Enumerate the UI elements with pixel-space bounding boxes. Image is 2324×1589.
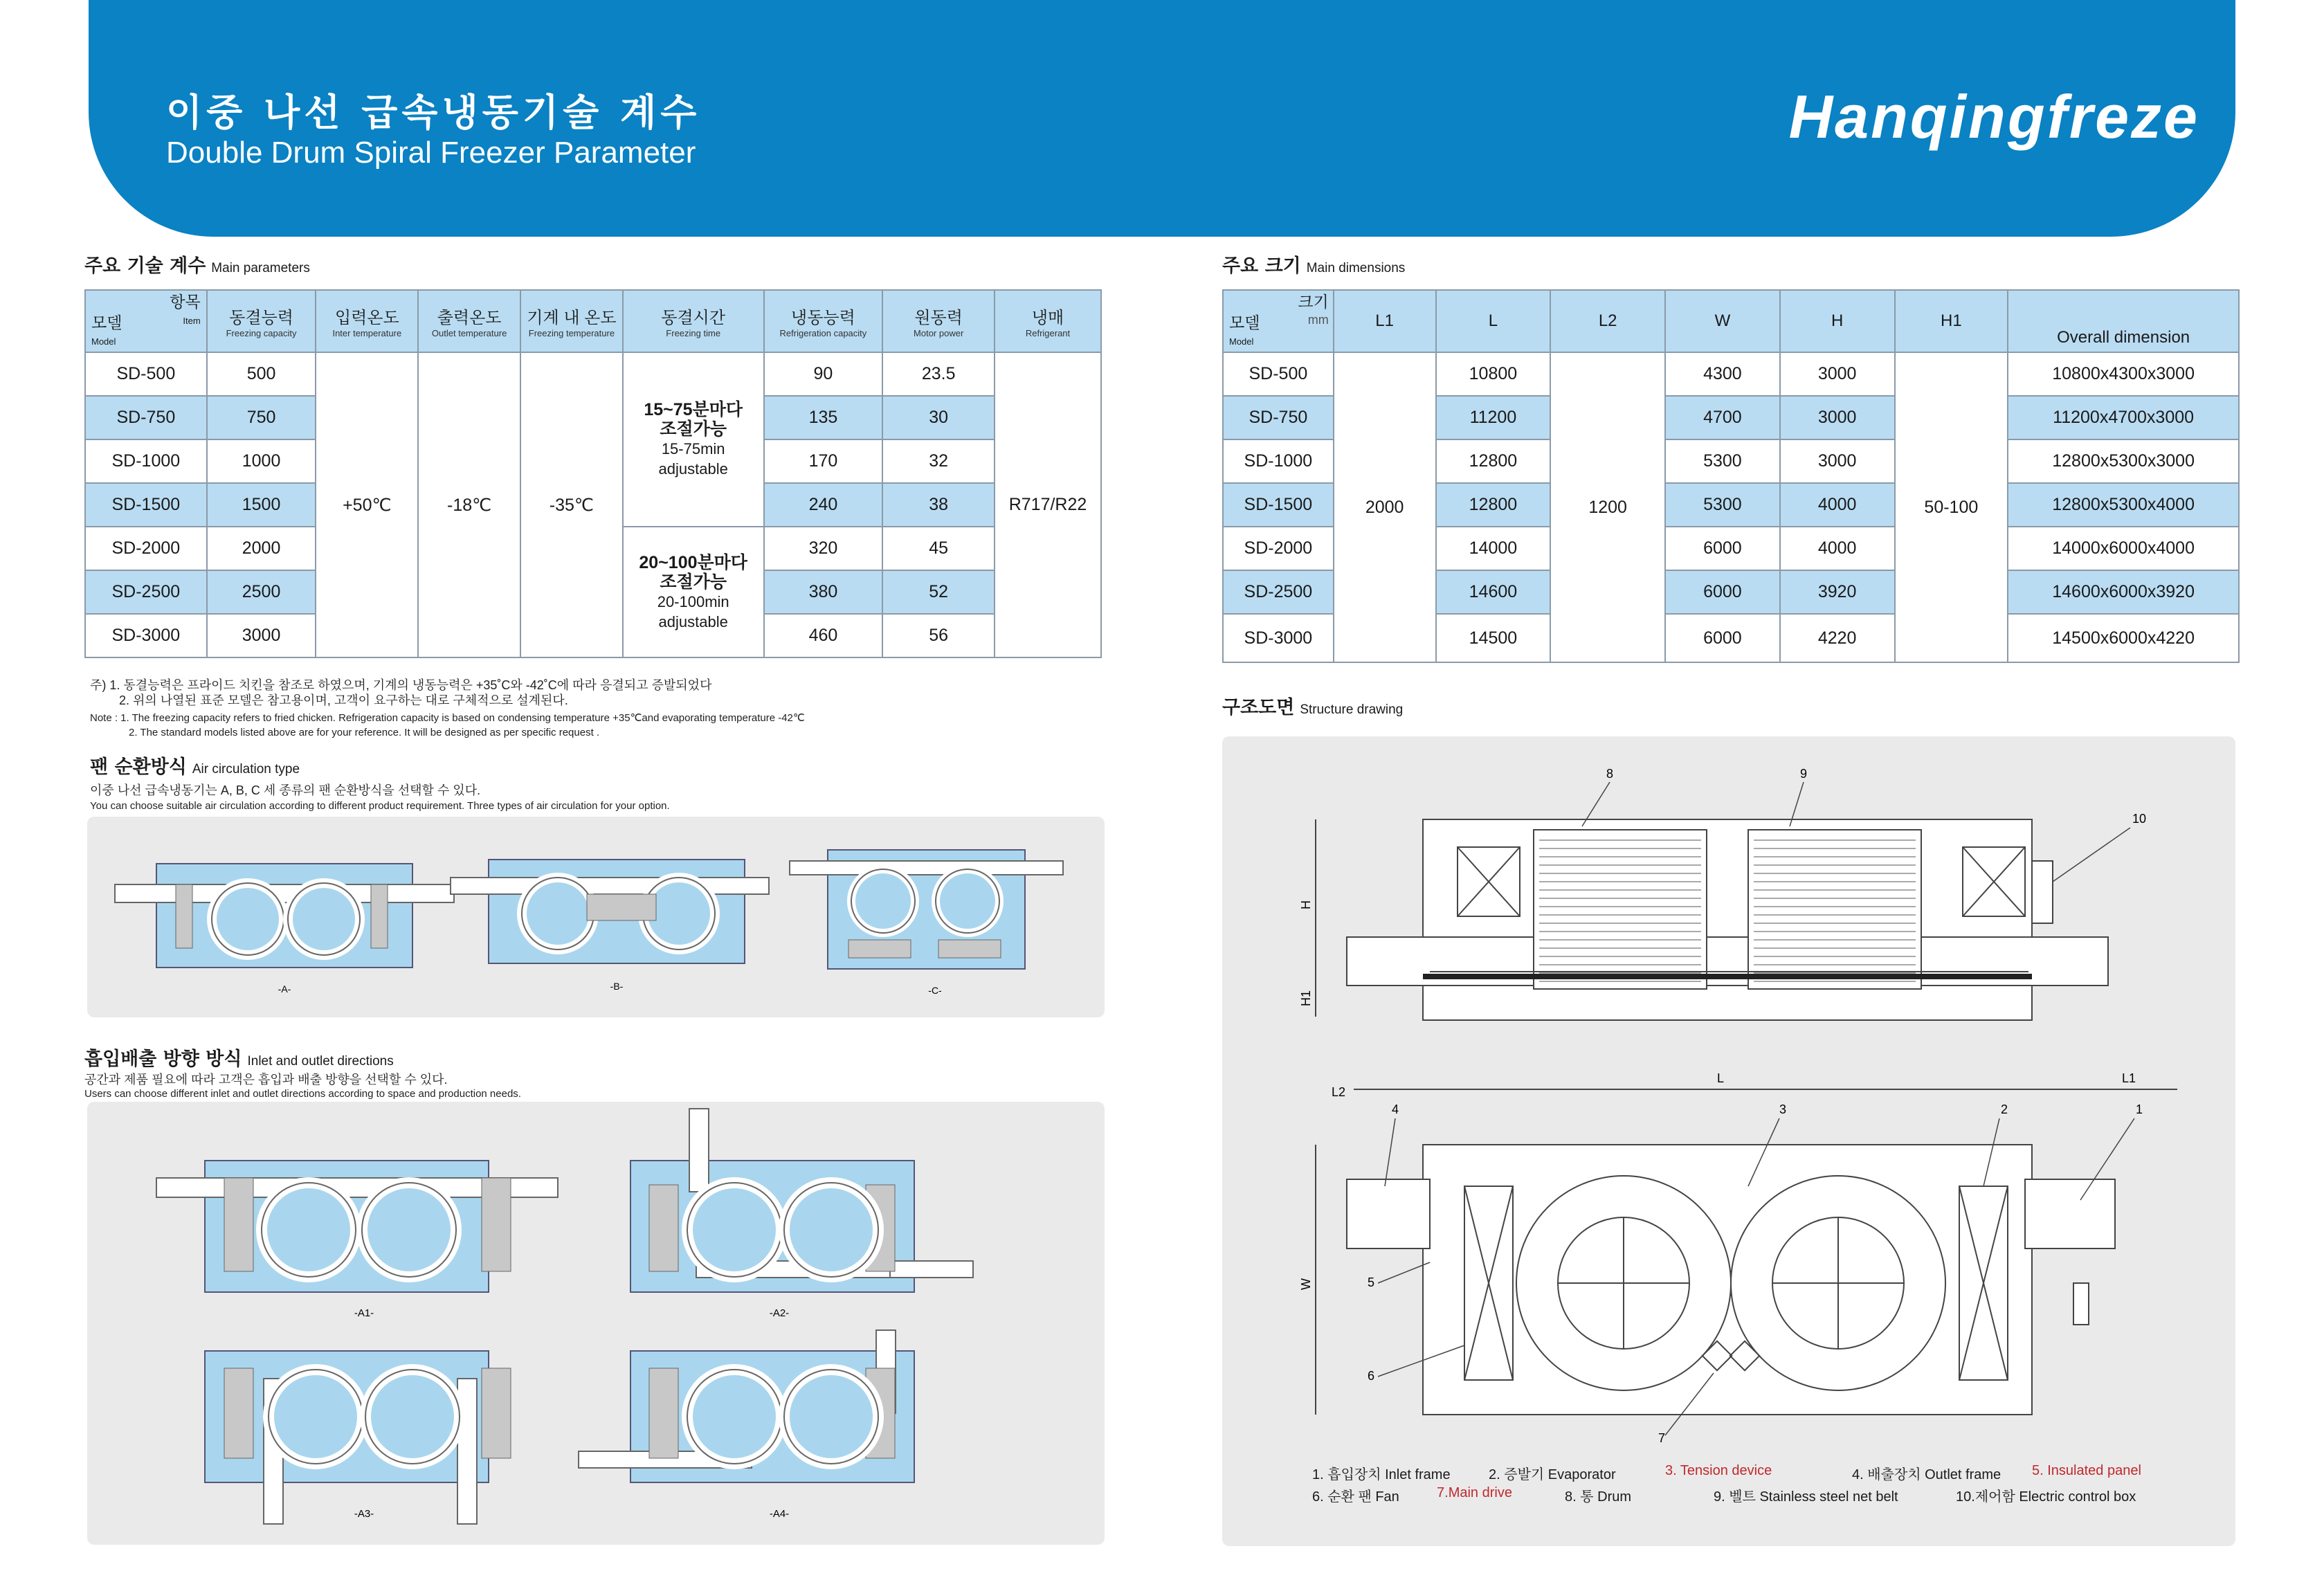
corner-model-en: Model (91, 336, 116, 347)
dim-h1-label: H1 (1299, 990, 1313, 1006)
inout-a1 (156, 1161, 558, 1319)
freezing-time-a: 15~75분마다 조절가능 15-75min adjustable (623, 352, 764, 527)
col-capacity: 동결능력 Freezing capacity (207, 290, 316, 352)
structure-title-ko: 구조도면 (1222, 697, 1295, 718)
legend-item-8: 8. 통 Drum (1565, 1489, 1632, 1505)
l1-cell: 2000 (1334, 352, 1436, 662)
dims-corner-header (1223, 290, 1334, 352)
dim-l1-label: L1 (2122, 1071, 2136, 1085)
callout-8: 8 (1606, 767, 1614, 781)
col-outlet-temp: 출력온도 Outlet temperature (418, 290, 520, 352)
inout-label-a4: -A4- (769, 1508, 790, 1520)
corner-model-ko: 모델 (91, 314, 122, 332)
air-heading (90, 752, 300, 779)
dim-l2-label: L2 (1332, 1085, 1346, 1099)
note-ko-2: 2. 위의 나열된 표준 모델은 참고용이며, 고객이 요구하는 대로 구체적으로 설계된다. (119, 693, 568, 707)
structure-diagram (1222, 736, 2235, 1546)
col-freezing-time: 동결시간 Freezing time (623, 290, 764, 352)
col-overall: Overall dimension (2008, 290, 2239, 352)
table-row: SD-3000 14500 6000 4220 14500x6000x4220 (1223, 614, 2239, 662)
col-w: W (1665, 290, 1780, 352)
col-machine-temp: 기계 내 온도 Freezing temperature (520, 290, 623, 352)
table-row: SD-3000 3000 460 56 (85, 614, 1101, 657)
dim-w-label: W (1299, 1278, 1313, 1290)
l2-cell: 1200 (1550, 352, 1665, 662)
air-circulation-panel (87, 817, 1105, 1017)
callout-2: 2 (2001, 1102, 2008, 1116)
table-row: SD-2500 2500 380 52 (85, 570, 1101, 614)
inout-diagram (87, 1102, 1105, 1545)
legend-item-9: 9. 벨트 Stainless steel net belt (1714, 1489, 1898, 1505)
col-refrig-capacity: 냉동능력 Refrigeration capacity (764, 290, 883, 352)
inout-desc-ko: 공간과 제품 필요에 따라 고객은 흡입과 배출 방향을 선택할 수 있다. (84, 1073, 448, 1087)
inout-title-en: Inlet and outlet directions (247, 1054, 394, 1069)
corner-header (85, 290, 207, 352)
inout-a4 (579, 1330, 914, 1520)
main-params-heading (84, 251, 310, 278)
air-desc-ko: 이중 나선 급속냉동기는 A, B, C 세 종류의 팬 순환방식을 선택할 수 있다. (90, 783, 481, 797)
legend-item-5: 5. Insulated panel (2032, 1463, 2141, 1478)
outlet-temp-cell: -18℃ (418, 352, 520, 657)
table-row: SD-2000 14000 6000 4000 14000x6000x4000 (1223, 527, 2239, 570)
air-desc-en: You can choose suitable air circulation according to different product requirement. Three types of air circulation for your option. (90, 800, 670, 812)
inout-desc-en: Users can choose different inlet and outlet directions according to space and production needs. (84, 1088, 521, 1100)
note-en-1: Note : 1. The freezing capacity refers to fried chicken. Refrigeration capacity is based on condensing temperature +35℃and evaporating temperature -42℃ (90, 712, 805, 724)
table-row: SD-1000 1000 170 32 (85, 439, 1101, 483)
corner-item-en: Item (183, 316, 201, 326)
callout-4: 4 (1392, 1102, 1399, 1116)
inout-label-a1: -A1- (354, 1307, 374, 1319)
callout-10: 10 (2132, 812, 2147, 826)
col-inlet-temp: 입력온도 Inter temperature (316, 290, 418, 352)
inout-a3 (205, 1351, 511, 1524)
legend-item-6: 6. 순환 팬 Fan (1312, 1489, 1399, 1505)
dims-corner-model-en: Model (1229, 336, 1254, 347)
table-row: SD-500 2000 10800 1200 4300 3000 50-100 10800x4300x3000 (1223, 352, 2239, 396)
structure-heading (1222, 692, 1403, 719)
inout-label-a2: -A2- (769, 1307, 790, 1319)
callout-7: 7 (1658, 1431, 1666, 1445)
table-row: SD-1500 12800 5300 4000 12800x5300x4000 (1223, 483, 2239, 527)
callout-5: 5 (1368, 1275, 1375, 1289)
page-title-en: Double Drum Spiral Freezer Parameter (166, 136, 696, 170)
inout-label-a3: -A3- (354, 1508, 374, 1520)
table-row: SD-750 11200 4700 3000 11200x4700x3000 (1223, 396, 2239, 439)
dims-title-ko: 주요 크기 (1222, 255, 1301, 277)
legend-item-10: 10.제어함 Electric control box (1956, 1489, 2136, 1505)
air-type-b (451, 860, 769, 992)
air-title-en: Air circulation type (192, 762, 300, 777)
col-l2: L2 (1550, 290, 1665, 352)
note-ko-1: 주) 1. 동결능력은 프라이드 치킨을 참조로 하였으며, 기계의 냉동능력은 +35˚C와 -42˚C에 따라 응결되고 증발되었다 (90, 678, 712, 692)
main-params-title-ko: 주요 기술 계수 (84, 255, 206, 277)
dim-h-label: H (1299, 900, 1313, 909)
note-en-2: 2. The standard models listed above are for your reference. It will be designed as per specific request . (129, 727, 600, 738)
dims-heading (1222, 251, 1405, 278)
refrigerant-cell: R717/R22 (995, 352, 1101, 657)
h1-cell: 50-100 (1895, 352, 2008, 662)
legend-item-1: 1. 흡입장치 Inlet frame (1312, 1467, 1451, 1482)
inout-heading (84, 1044, 394, 1071)
main-params-title-en: Main parameters (211, 261, 310, 275)
air-label-c: -C- (928, 985, 942, 996)
inout-a2 (630, 1109, 973, 1319)
inlet-temp-cell: +50℃ (316, 352, 418, 657)
dims-table (1222, 289, 2240, 663)
callout-6: 6 (1368, 1369, 1375, 1383)
dims-corner-mm: mm (1307, 313, 1329, 327)
dims-corner-model-ko: 모델 (1229, 314, 1260, 332)
dims-title-en: Main dimensions (1306, 261, 1406, 275)
corner-item-ko: 항목 (170, 293, 201, 311)
col-h1: H1 (1895, 290, 2008, 352)
inout-panel (87, 1102, 1105, 1545)
callout-1: 1 (2136, 1102, 2143, 1116)
col-h: H (1780, 290, 1895, 352)
inout-title-ko: 흡입배출 방향 방식 (84, 1048, 242, 1070)
callout-9: 9 (1800, 767, 1808, 781)
air-type-a (115, 864, 454, 995)
main-params-table (84, 289, 1102, 658)
legend-item-7: 7.Main drive (1437, 1485, 1512, 1500)
callout-3: 3 (1779, 1102, 1787, 1116)
table-row: SD-750 750 135 30 (85, 396, 1101, 439)
side-elevation (1316, 819, 2108, 1020)
legend-item-3: 3. Tension device (1665, 1463, 1772, 1478)
table-row: SD-2500 14600 6000 3920 14600x6000x3920 (1223, 570, 2239, 614)
structure-title-en: Structure drawing (1300, 702, 1404, 717)
table-row: SD-2000 2000 20~100분마다 조절가능 20-100min adjustable 320 45 (85, 527, 1101, 570)
air-label-a: -A- (278, 983, 291, 995)
dims-corner-size-ko: 크기 (1298, 293, 1329, 311)
brand-logo: Hanqingfreze (1788, 82, 2199, 151)
air-label-b: -B- (610, 981, 624, 992)
col-motor-power: 원동력 Motor power (882, 290, 995, 352)
air-type-c (790, 850, 1063, 996)
machine-temp-cell: -35℃ (520, 352, 623, 657)
plan-view (1316, 1089, 2177, 1415)
air-title-ko: 팬 순환방식 (90, 756, 187, 778)
legend-item-2: 2. 증발기 Evaporator (1489, 1467, 1616, 1482)
col-refrigerant: 냉매 Refrigerant (995, 290, 1101, 352)
table-row: SD-1000 12800 5300 3000 12800x5300x3000 (1223, 439, 2239, 483)
table-row: SD-500 500 +50℃ -18℃ -35℃ 15~75분마다 조절가능 15-75min adjustable 90 23.5 R717/R22 (85, 352, 1101, 396)
col-l1: L1 (1334, 290, 1436, 352)
freezing-time-b: 20~100분마다 조절가능 20-100min adjustable (623, 527, 764, 657)
col-l: L (1436, 290, 1551, 352)
legend-item-4: 4. 배출장치 Outlet frame (1852, 1467, 2001, 1482)
table-row: SD-1500 1500 240 38 (85, 483, 1101, 527)
structure-panel (1222, 736, 2235, 1546)
page-title-ko: 이중 나선 급속냉동기술 계수 (166, 91, 701, 134)
air-circulation-diagram (87, 817, 1105, 1017)
dim-l-label: L (1717, 1071, 1725, 1085)
